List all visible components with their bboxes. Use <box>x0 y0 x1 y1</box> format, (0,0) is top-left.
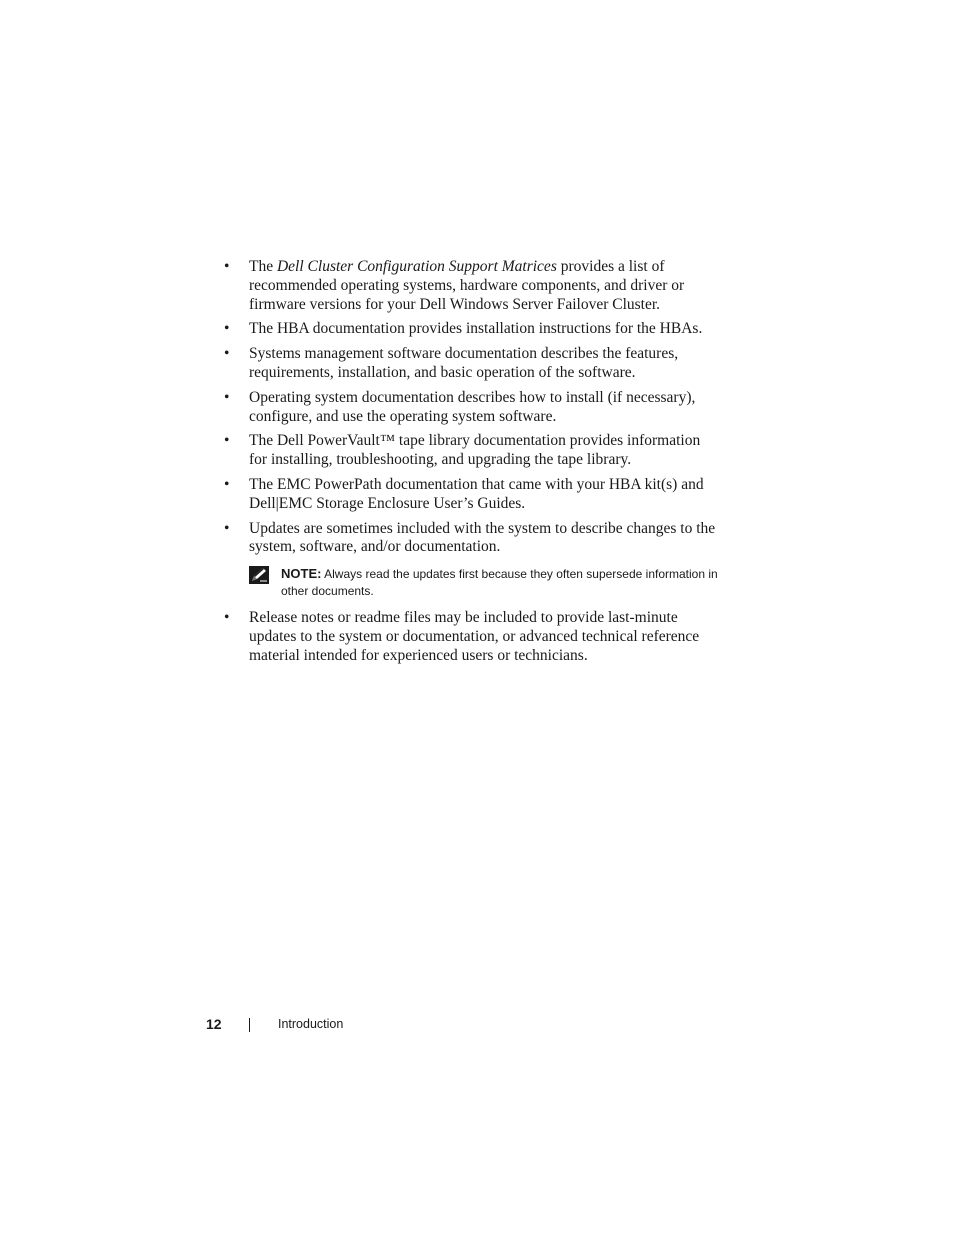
bullet: • <box>224 475 230 493</box>
list-item <box>222 389 722 427</box>
item-text: Systems management software documentation describes the features, requirements, installation, and basic operation of the software. <box>249 345 679 381</box>
note-label: NOTE: <box>281 566 322 582</box>
documentation-list <box>222 258 722 557</box>
item-text-italic-title: Dell Cluster Configuration Support Matrices <box>276 258 557 275</box>
list-item <box>222 520 722 558</box>
item-text: The EMC PowerPath documentation that came with your HBA kit(s) and Dell|EMC Storage Enclosure User’s Guides. <box>249 475 704 512</box>
footer-divider <box>249 1018 250 1032</box>
list-item <box>222 320 722 339</box>
documentation-list-continued <box>222 609 722 665</box>
page-number: 12 <box>206 1016 222 1032</box>
note-pencil-icon <box>249 566 269 584</box>
item-text: Updates are sometimes included with the system to describe changes to the system, software, and/or documentation. <box>249 519 716 556</box>
item-text: Release notes or readme files may be included to provide last-minute updates to the system or documentation, or advanced technical reference material intended for experienced users or technicians. <box>249 609 700 664</box>
bullet: • <box>224 519 230 537</box>
list-item <box>222 345 722 383</box>
footer-section-title: Introduction <box>278 1017 344 1031</box>
item-text-before: The <box>249 258 277 275</box>
list-item <box>222 258 722 314</box>
list-item <box>222 609 722 665</box>
bullet: • <box>224 609 230 627</box>
note-callout <box>249 565 722 600</box>
list-item <box>222 476 722 514</box>
item-text: The HBA documentation provides installation instructions for the HBAs. <box>249 320 703 338</box>
document-body <box>222 258 722 672</box>
bullet: • <box>224 432 230 450</box>
bullet: • <box>224 345 230 363</box>
list-item <box>222 432 722 470</box>
bullet: • <box>224 320 230 338</box>
item-text: Operating system documentation describes how to install (if necessary), configure, and use the operating system software. <box>249 388 696 425</box>
bullet: • <box>224 258 230 275</box>
note-text: Always read the updates first because they often supersede information in other documents. <box>281 567 718 599</box>
item-text-after: provides a list of recommended operating systems, hardware components, and driver or firmware versions for your Dell Windows Server Failover Cluster. <box>249 258 685 313</box>
bullet: • <box>224 388 230 406</box>
item-text: The Dell PowerVault™ tape library documentation provides information for installing, troubleshooting, and upgrading the tape library. <box>249 432 701 469</box>
